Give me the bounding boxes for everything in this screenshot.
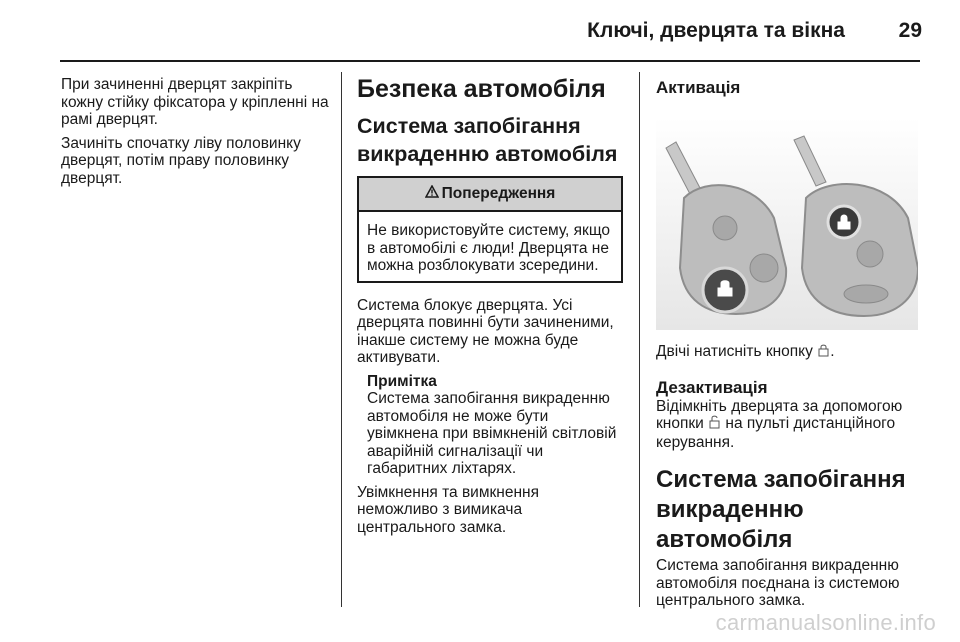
subheading-anti-theft-system: Система запобігання викраденню автомобіля: [357, 114, 618, 166]
lock-icon: [818, 343, 829, 362]
column-divider-right: [639, 72, 640, 607]
unlock-icon: [709, 415, 720, 434]
watermark-logo: carmanualsonline.info: [715, 610, 936, 635]
activation-text: Двічі натисніть кнопку: [656, 343, 813, 360]
paragraph-central-lock-switch: Увімкнення та вимкнення неможливо з вимикача центрального замка.: [357, 483, 539, 536]
paragraph-anti-theft-central-lock: Система запобігання викраденню автомобіля поєднана із системою центрального замка.: [656, 557, 900, 609]
warning-header: [359, 178, 621, 212]
note-title: Примітка: [367, 372, 437, 390]
column-divider-left: [341, 72, 342, 607]
column-1: [61, 76, 331, 193]
paragraph-door-closing-order: Зачиніть спочатку ліву половинку дверцят, потім праву половинку дверцят.: [61, 134, 301, 187]
heading-deactivation: Дезактивація: [656, 377, 768, 397]
heading-anti-theft-system-2: Система запобігання викраденню автомобіля: [656, 466, 906, 553]
deactivation-text-1: Відімкніть дверцята за допомогою кнопки: [656, 397, 903, 432]
header-rule: [60, 60, 920, 62]
section-heading-vehicle-security: Безпека автомобіля: [357, 75, 606, 103]
warning-title: Попередження: [441, 185, 556, 203]
key-fob-illustration: [656, 118, 918, 330]
heading-activation: Активація: [656, 78, 741, 97]
warning-body: Не використовуйте систему, якщо в автомобілі є люди! Дверцята не можна розблокувати зсередини.: [367, 222, 611, 274]
paragraph-system-locks-doors: Система блокує дверцята. Усі дверцята повинні бути зачиненими, інакше систему не можна буде активувати.: [357, 296, 614, 366]
warning-triangle-icon: [425, 185, 439, 203]
note-block: [357, 373, 623, 478]
page-number: 29: [898, 19, 922, 42]
activation-end: .: [830, 343, 835, 360]
warning-box: [357, 176, 623, 283]
paragraph-deactivation: [656, 398, 926, 452]
column-3: [656, 78, 926, 616]
column-2: [357, 74, 623, 542]
paragraph-door-fastening: При зачиненні дверцят закріпіть кожну стійку фіксатора у кріпленні на рамі дверцят.: [61, 76, 329, 128]
note-body: Система запобігання викраденню автомобіля не може бути увімкнена при ввімкненій світловій аварійній сигналізації чи габаритних ліхтарях.: [367, 390, 617, 477]
deactivation-text-2: на пульті дистанційного керування.: [656, 415, 896, 451]
header-title: Ключі, дверцята та вікна: [587, 19, 845, 42]
paragraph-activation: [656, 343, 926, 362]
